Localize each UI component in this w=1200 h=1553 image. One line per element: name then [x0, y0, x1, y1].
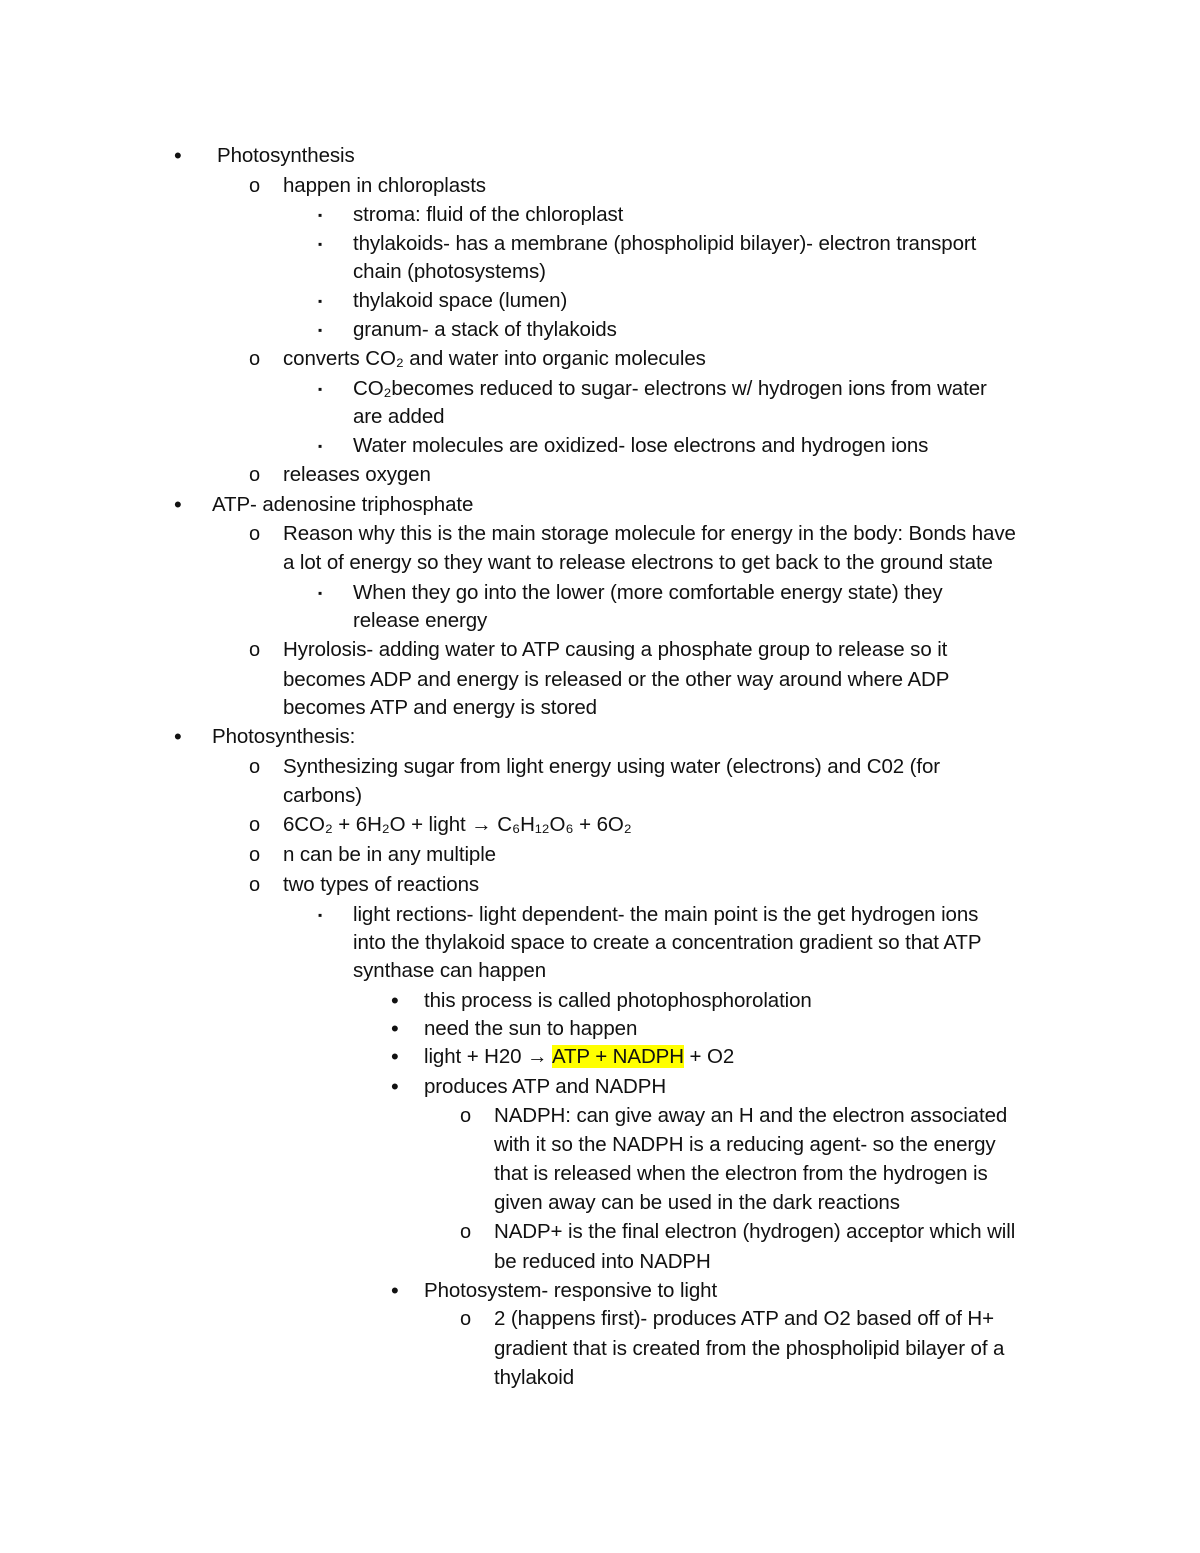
bullet-circle: o — [249, 814, 261, 836]
bullet-circle: o — [249, 756, 261, 778]
bullet-square: ▪ — [318, 439, 323, 453]
line-text: Photosystem- responsive to light — [424, 1279, 718, 1302]
bullet-square: ▪ — [318, 294, 323, 308]
line-text: NADPH: can give away an H and the electron associated — [494, 1104, 1008, 1127]
line-text: with it so the NADPH is a reducing agent- so the energy — [494, 1133, 996, 1156]
line-text: happen in chloroplasts — [283, 174, 486, 197]
line-text: that is released when the electron from the hydrogen is — [494, 1162, 988, 1185]
equation-before: light + H20 → — [424, 1045, 552, 1068]
bullet-dot: • — [391, 1016, 399, 1041]
bullet-dot: • — [391, 1044, 399, 1069]
bullet-square: ▪ — [318, 586, 323, 600]
bullet-circle: o — [249, 175, 261, 197]
line-text: thylakoid space (lumen) — [353, 289, 568, 312]
line-heading-photosynthesis: Photosynthesis — [217, 144, 355, 167]
bullet-dot: • — [391, 988, 399, 1013]
line-text: into the thylakoid space to create a concentration gradient so that ATP — [353, 931, 982, 954]
line-text: this process is called photophosphorolation — [424, 989, 812, 1012]
line-text: be reduced into NADPH — [494, 1250, 711, 1273]
bullet-circle: o — [249, 874, 261, 896]
line-text: Hyrolosis- adding water to ATP causing a phosphate group to release so it — [283, 638, 948, 661]
bullet-circle: o — [460, 1105, 472, 1127]
bullet-dot: • — [174, 492, 182, 517]
line-text: are added — [353, 405, 445, 428]
line-heading-photosynthesis-2: Photosynthesis: — [212, 725, 356, 748]
bullet-circle: o — [249, 523, 261, 545]
bullet-dot: • — [174, 143, 182, 168]
bullet-square: ▪ — [318, 237, 323, 251]
line-text: light rections- light dependent- the main point is the get hydrogen ions — [353, 903, 979, 926]
bullet-dot: • — [174, 724, 182, 749]
line-text: Reason why this is the main storage molecule for energy in the body: Bonds have — [283, 522, 1016, 545]
line-text: NADP+ is the final electron (hydrogen) acceptor which will — [494, 1220, 1016, 1243]
line-text: stroma: fluid of the chloroplast — [353, 203, 624, 226]
line-heading-atp: ATP- adenosine triphosphate — [212, 493, 474, 516]
bullet-square: ▪ — [318, 323, 323, 337]
line-text: release energy — [353, 609, 488, 632]
line-equation: 6CO₂ + 6H₂O + light → C₆H₁₂O₆ + 6O₂ — [283, 813, 632, 836]
bullet-circle: o — [460, 1308, 472, 1330]
bullet-square: ▪ — [318, 208, 323, 222]
bullet-square: ▪ — [318, 908, 323, 922]
line-text: n can be in any multiple — [283, 843, 496, 866]
bullet-circle: o — [249, 844, 261, 866]
bullet-dot: • — [391, 1278, 399, 1303]
line-text: synthase can happen — [353, 959, 547, 982]
line-text: gradient that is created from the phospholipid bilayer of a — [494, 1337, 1005, 1360]
line-text: two types of reactions — [283, 873, 480, 896]
line-text: granum- a stack of thylakoids — [353, 318, 617, 341]
line-text: chain (photosystems) — [353, 260, 546, 283]
bullet-circle: o — [249, 348, 261, 370]
line-text: produces ATP and NADPH — [424, 1075, 667, 1098]
line-text: Water molecules are oxidized- lose electrons and hydrogen ions — [353, 434, 929, 457]
line-text: thylakoids- has a membrane (phospholipid bilayer)- electron transport — [353, 232, 977, 255]
bullet-circle: o — [249, 464, 261, 486]
line-text: carbons) — [283, 784, 362, 807]
bullet-dot: • — [391, 1074, 399, 1099]
bullet-circle: o — [460, 1221, 472, 1243]
bullet-square: ▪ — [318, 382, 323, 396]
line-text: becomes ATP and energy is stored — [283, 696, 597, 719]
line-text: CO₂becomes reduced to sugar- electrons w/ hydrogen ions from water — [353, 377, 987, 400]
line-text: becomes ADP and energy is released or the other way around where ADP — [283, 668, 950, 691]
bullet-circle: o — [249, 639, 261, 661]
line-text: 2 (happens first)- produces ATP and O2 based off of H+ — [494, 1307, 994, 1330]
line-text: Synthesizing sugar from light energy using water (electrons) and C02 (for — [283, 755, 940, 778]
line-text: When they go into the lower (more comfortable energy state) they — [353, 581, 943, 604]
line-text: thylakoid — [494, 1366, 575, 1389]
line-text: converts CO₂ and water into organic molecules — [283, 347, 706, 370]
line-light-reaction-equation — [424, 1043, 734, 1071]
highlighted-atp-nadph: ATP + NADPH — [551, 1045, 684, 1068]
line-text: given away can be used in the dark reactions — [494, 1191, 900, 1214]
line-text: releases oxygen — [283, 463, 431, 486]
equation-after: + O2 — [683, 1045, 735, 1068]
line-text: need the sun to happen — [424, 1017, 638, 1040]
line-text: a lot of energy so they want to release electrons to get back to the ground state — [283, 551, 993, 574]
